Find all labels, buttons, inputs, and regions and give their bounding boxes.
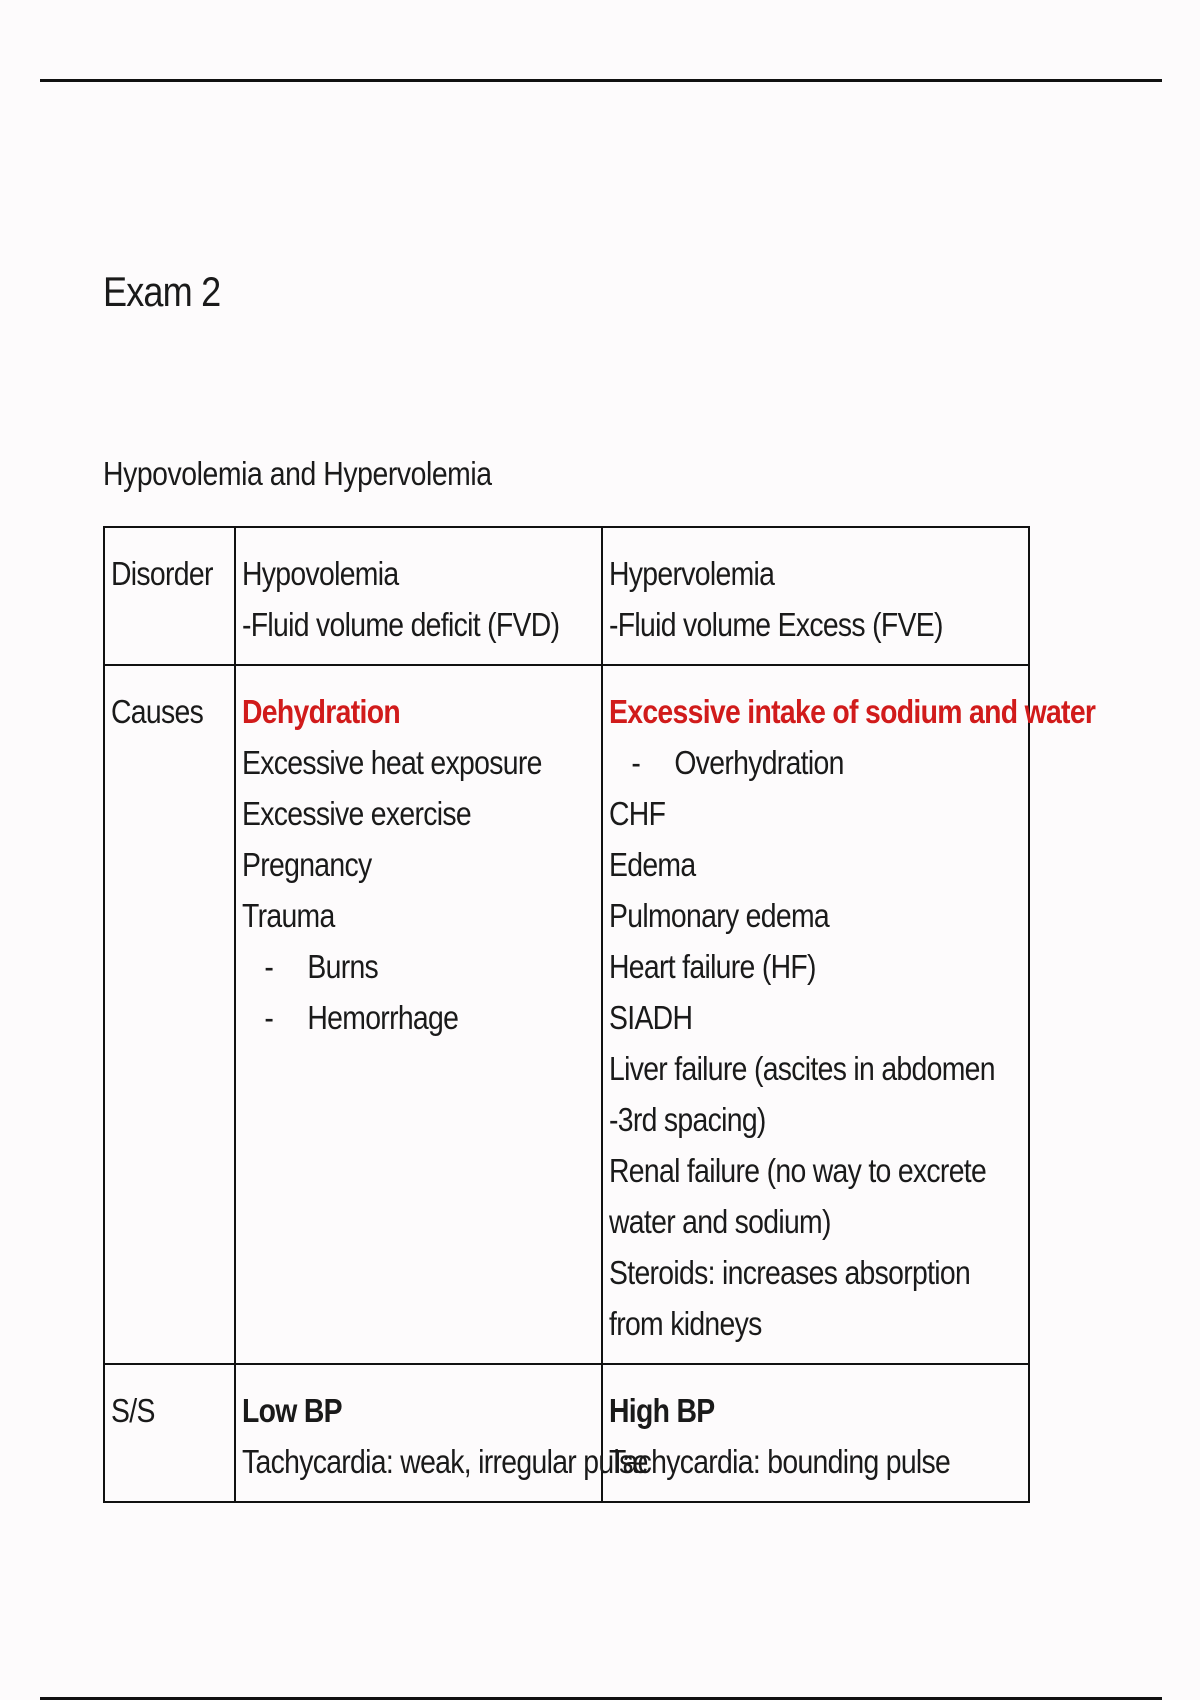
- hypervolemia-subheading: -Fluid volume Excess (FVE): [609, 606, 943, 643]
- list-item: Trauma: [242, 897, 335, 934]
- row-label-signs: S/S: [104, 1364, 235, 1502]
- sub-list-item: - Hemorrhage: [264, 999, 459, 1036]
- list-item: SIADH: [609, 999, 693, 1036]
- hypervolemia-causes-cell: [602, 665, 1096, 1364]
- list-item: Edema: [609, 846, 696, 883]
- hyper-sign-pulse: Tachycardia: bounding pulse: [609, 1443, 951, 1480]
- hypovolemia-header-cell: [235, 527, 602, 665]
- comparison-table: [103, 526, 1096, 1503]
- hypo-cause-highlight: Dehydration: [242, 693, 401, 730]
- hyper-sign-bp: High BP: [609, 1392, 715, 1429]
- top-divider: [40, 79, 1162, 82]
- hypovolemia-heading: Hypovolemia: [242, 555, 399, 592]
- list-item: Renal failure (no way to excrete water and sodium): [609, 1152, 987, 1240]
- table-row-signs: [104, 1364, 1029, 1502]
- list-item: Excessive heat exposure: [242, 744, 542, 781]
- list-item: Pulmonary edema: [609, 897, 829, 934]
- list-item: Heart failure (HF): [609, 948, 816, 985]
- list-item: Pregnancy: [242, 846, 372, 883]
- sub-list-item: - Overhydration: [631, 744, 844, 781]
- hypervolemia-heading: Hypervolemia: [609, 555, 775, 592]
- list-item: Liver failure (ascites in abdomen -3rd spacing): [609, 1050, 995, 1138]
- hypervolemia-signs-cell: [602, 1364, 1029, 1502]
- table-row-causes: [104, 665, 1029, 1364]
- page-title: Exam 2: [103, 268, 221, 315]
- hypovolemia-subheading: -Fluid volume deficit (FVD): [242, 606, 560, 643]
- row-label-causes: Causes: [104, 665, 235, 1364]
- hypovolemia-causes-cell: [235, 665, 602, 1364]
- hypervolemia-header-cell: [602, 527, 1029, 665]
- list-item: Steroids: increases absorption from kidneys: [609, 1254, 971, 1342]
- list-item: Excessive exercise: [242, 795, 471, 832]
- hyper-cause-highlight: Excessive intake of sodium and water: [609, 693, 1096, 730]
- list-item: CHF: [609, 795, 666, 832]
- row-label-disorder: Disorder: [104, 527, 235, 665]
- hypo-sign-bp: Low BP: [242, 1392, 342, 1429]
- hypovolemia-signs-cell: [235, 1364, 648, 1502]
- table-row-header: [104, 527, 1029, 665]
- sub-list-item: - Burns: [264, 948, 379, 985]
- hypo-sign-pulse: Tachycardia: weak, irregular pulse: [242, 1443, 648, 1480]
- section-title: Hypovolemia and Hypervolemia: [103, 455, 492, 492]
